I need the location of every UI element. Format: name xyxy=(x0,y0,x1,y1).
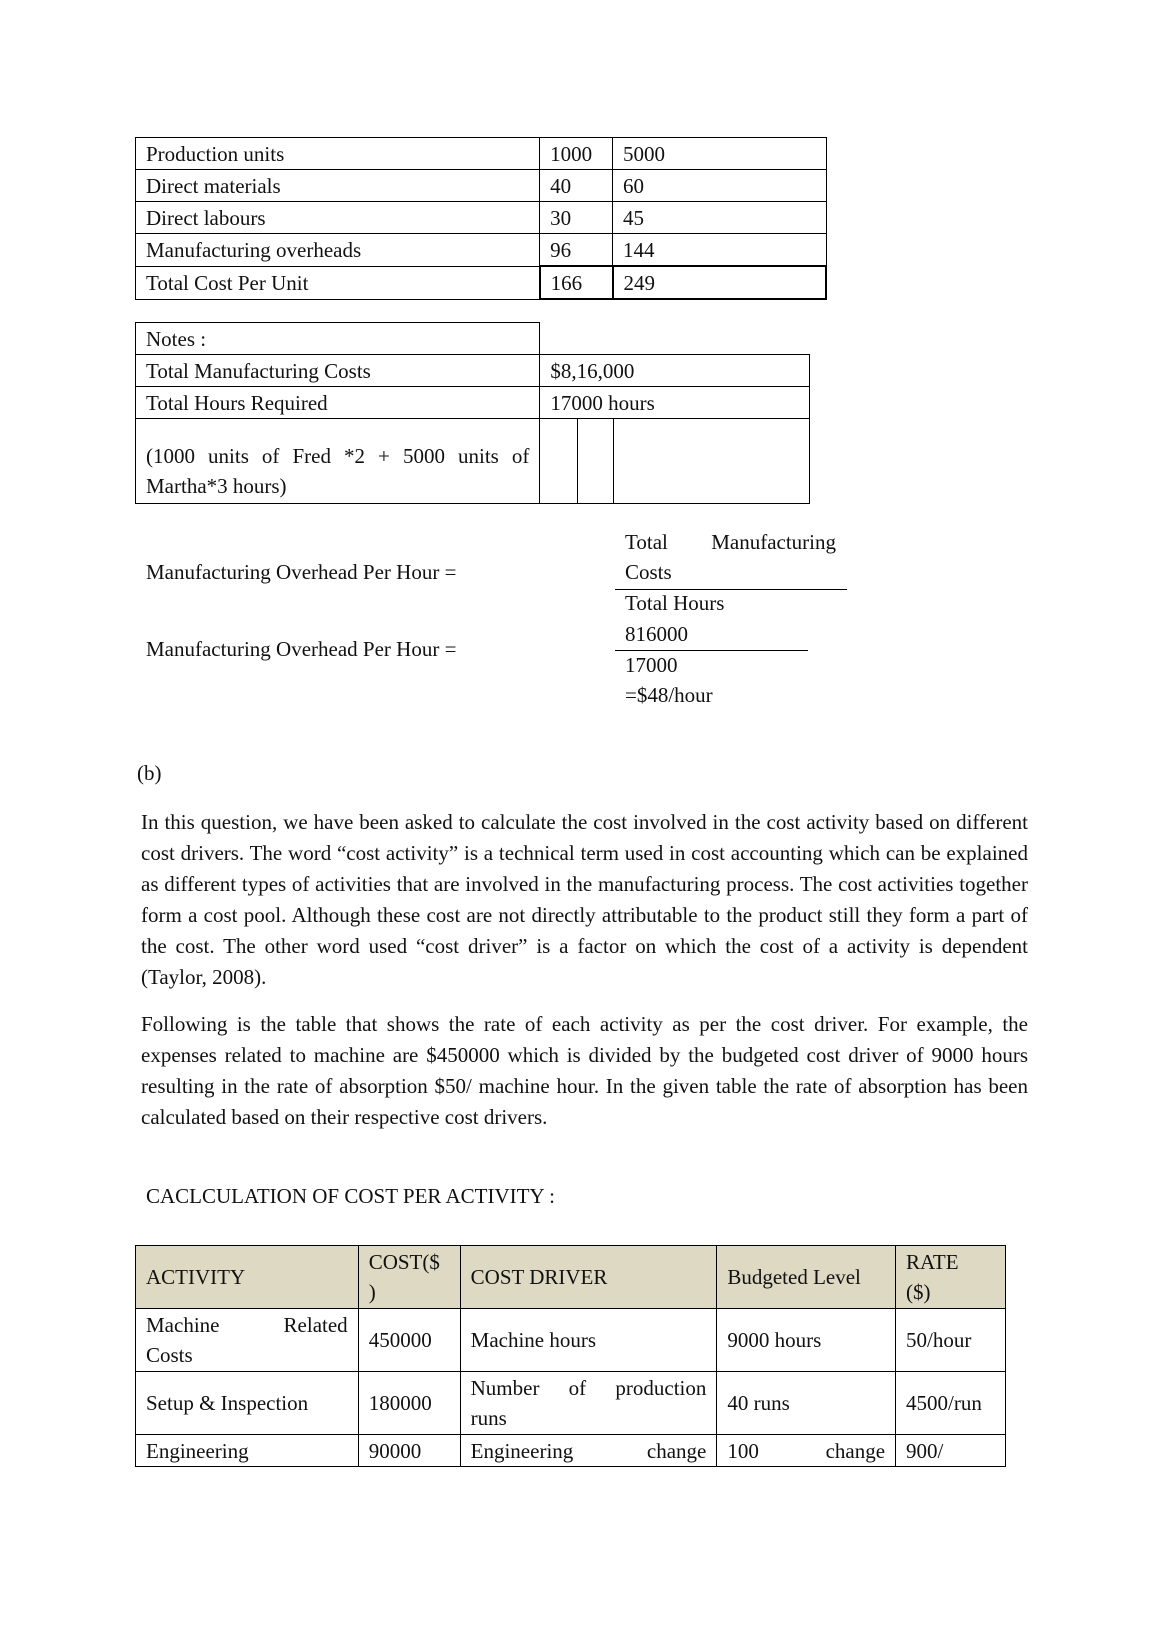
cell-fred: 96 xyxy=(540,234,613,267)
table-row xyxy=(136,1372,1006,1435)
formula-denominator-2: 17000 xyxy=(625,653,678,677)
header-activity: ACTIVITY xyxy=(136,1246,359,1309)
row-label: Production units xyxy=(136,138,540,170)
cell-martha: 249 xyxy=(613,266,826,299)
cost-cell: 180000 xyxy=(358,1372,460,1435)
table-header-row xyxy=(136,1246,1006,1309)
cell-martha: 5000 xyxy=(613,138,826,170)
cell-fred: 40 xyxy=(540,170,613,202)
level-line1 xyxy=(727,1436,885,1466)
level-cell xyxy=(717,1435,896,1467)
level-word: change xyxy=(825,1438,886,1463)
numerator-word: Total xyxy=(625,530,668,554)
activity-line1 xyxy=(146,1310,348,1340)
cell-fred: 166 xyxy=(540,266,613,299)
header-cost-line1: COST($ xyxy=(368,1250,440,1274)
notes-header: Notes : xyxy=(136,323,540,355)
total-costs-value: $8,16,000 xyxy=(540,355,810,387)
level-word: 100 xyxy=(727,1438,759,1463)
table-row xyxy=(136,1435,1006,1467)
calc-line-1: (1000 units of Fred *2 + 5000 units of xyxy=(146,444,530,468)
table-row xyxy=(136,234,827,267)
activity-cell: Setup & Inspection xyxy=(136,1372,359,1435)
total-costs-label: Total Manufacturing Costs xyxy=(136,355,540,387)
table-row xyxy=(136,419,810,504)
hours-calculation xyxy=(136,419,540,504)
cell-fred: 30 xyxy=(540,202,613,234)
formula-denominator-1: Total Hours xyxy=(625,591,725,615)
driver-cell xyxy=(460,1435,717,1467)
driver-line1 xyxy=(471,1436,707,1466)
activity-title: CACLCULATION OF COST PER ACTIVITY : xyxy=(146,1184,555,1208)
driver-cell xyxy=(460,1372,717,1435)
rate-cell: 4500/run xyxy=(896,1372,1006,1435)
activity-line2: Costs xyxy=(146,1343,193,1367)
formula-result: =$48/hour xyxy=(625,683,713,707)
driver-line2: runs xyxy=(470,1406,507,1430)
driver-word: Number xyxy=(470,1376,540,1400)
header-rate xyxy=(896,1246,1006,1309)
cell-martha: 45 xyxy=(613,202,826,234)
header-cost-line2: ) xyxy=(368,1280,376,1304)
driver-word: production xyxy=(615,1376,707,1400)
driver-line1 xyxy=(471,1373,707,1403)
table-row xyxy=(136,266,827,299)
row-label: Total Cost Per Unit xyxy=(136,266,540,299)
paragraph-1: In this question, we have been asked to calculate the cost involved in the cost activity based on different cost drivers. The word “cost activity” is a technical term used in cost accounting which can be explained as different types of activities that are involved in the manufacturing process. The cost activities together form a cost pool. Although these cost are not directly attributable to the product still they form a part of the cost. The other word used “cost driver” is a factor on which the cost of a activity is dependent (Taylor, 2008). xyxy=(141,810,1028,989)
header-rate-line1: RATE xyxy=(906,1250,959,1274)
formula-label-1: Manufacturing Overhead Per Hour = xyxy=(146,560,457,584)
header-rate-line2: ($) xyxy=(906,1280,931,1304)
formula-numerator-2: 816000 xyxy=(625,622,688,646)
activity-cell: Engineering xyxy=(136,1435,359,1467)
cost-cell: 450000 xyxy=(358,1309,460,1372)
activity-cell xyxy=(136,1309,359,1372)
row-label: Direct materials xyxy=(136,170,540,202)
numerator-word: Manufacturing xyxy=(711,530,836,554)
rate-cell: 50/hour xyxy=(896,1309,1006,1372)
driver-cell: Machine hours xyxy=(460,1309,717,1372)
driver-word: Engineering xyxy=(470,1438,574,1463)
table-row xyxy=(136,323,810,355)
formula-label-2: Manufacturing Overhead Per Hour = xyxy=(146,637,457,661)
empty-cell xyxy=(578,419,614,504)
table-row xyxy=(136,170,827,202)
total-hours-value: 17000 hours xyxy=(540,387,810,419)
row-label: Direct labours xyxy=(136,202,540,234)
table-row xyxy=(136,202,827,234)
activity-table xyxy=(135,1245,1006,1467)
driver-word: change xyxy=(646,1438,707,1463)
notes-table xyxy=(135,322,810,504)
empty-cell xyxy=(614,419,810,504)
empty-cell xyxy=(540,323,810,355)
cost-cell: 90000 xyxy=(358,1435,460,1467)
section-label: (b) xyxy=(137,761,162,785)
unit-cost-table xyxy=(135,137,827,300)
table-row xyxy=(136,387,810,419)
activity-word: Related xyxy=(283,1313,348,1337)
header-cost xyxy=(358,1246,460,1309)
row-label: Manufacturing overheads xyxy=(136,234,540,267)
table-row xyxy=(136,138,827,170)
cell-martha: 60 xyxy=(613,170,826,202)
empty-cell xyxy=(540,419,578,504)
paragraph-2: Following is the table that shows the rate of each activity as per the cost driver. For example, the expenses related to machine are $450000 which is divided by the budgeted cost driver of 9000 hours resulting in the rate of absorption $50/ machine hour. In the given table the rate of absorption has been calculated based on their respective cost drivers. xyxy=(141,1012,1028,1129)
calc-line-2: Martha*3 hours) xyxy=(146,474,287,498)
cell-martha: 144 xyxy=(613,234,826,267)
header-driver: COST DRIVER xyxy=(460,1246,717,1309)
activity-word: Machine xyxy=(146,1313,220,1337)
level-cell: 9000 hours xyxy=(717,1309,896,1372)
level-cell: 40 runs xyxy=(717,1372,896,1435)
driver-word: of xyxy=(568,1376,587,1400)
formula-numerator-1-line2: Costs xyxy=(625,560,672,584)
total-hours-label: Total Hours Required xyxy=(136,387,540,419)
header-level: Budgeted Level xyxy=(717,1246,896,1309)
table-row xyxy=(136,355,810,387)
formula-numerator-1 xyxy=(625,527,836,557)
cell-fred: 1000 xyxy=(540,138,613,170)
table-row xyxy=(136,1309,1006,1372)
rate-cell: 900/ xyxy=(896,1435,1006,1467)
